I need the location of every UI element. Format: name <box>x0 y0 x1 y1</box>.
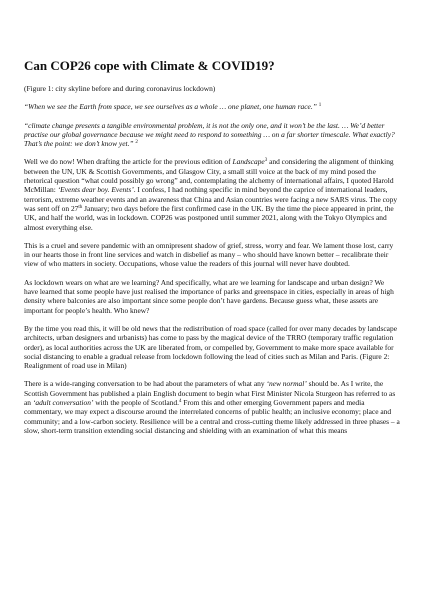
para5-text-a: There is a wide-ranging conversation to be had about the parameters of what any <box>24 379 267 389</box>
new-normal-quote: ‘new normal’ <box>266 379 307 389</box>
paragraph-cruel-pandemic: This is a cruel and severe pandemic with an omnipresent shadow of grief, stress, worry and fear. We lament those lost, carry in our hearts those in front line services and watch in disbelief as many – who should have known better – recalibrate their view of who matters in society. Occupations, whose value the readers of this journal will never have doubted. <box>24 240 394 269</box>
paragraph-road-space: By the time you read this, it will be old news that the redistribution of road space (called for over many decades by landscape architects, urban designers and urbanists) has come to pass by the magical device of the TRRO (temporary traffic regulation order), as local authorities across the UK are liberated from, or compelled by, Government to make more space available for social distancing to enable a gradual release from lockdown following the lead of cities such as Milan and Paris. (Figure 2: Realignment of road use in Milan) <box>24 323 398 371</box>
footnote-ref-1: 1 <box>318 103 322 109</box>
article-title: Can COP26 cope with Climate & COVID19? <box>24 58 275 73</box>
quote-earth-from-space <box>24 102 400 111</box>
footnote-ref-3: 3 <box>264 158 268 164</box>
para5-text-b: should be. As I write, the Scottish Government has published a plain English document to begin what First Minister Nicola Sturgeon has referred to as an <box>24 379 396 408</box>
events-quote: ‘Events dear boy. Events’ <box>57 185 134 195</box>
para5-text-c: with the people of Scotland. <box>93 398 179 408</box>
para1-text-c: . I confess, I had nothing specific in mind beyond the caprice of international leaders, terrorism, extreme weather events and an awareness that China and Asian countries were facing a new SARS virus. The copy was sent off on 27 <box>24 185 398 213</box>
figure-1-caption: (Figure 1: city skyline before and during coronavirus lockdown) <box>24 84 216 93</box>
para1-text-d: January; two days before the first confirmed case in the UK. By the time the piece appeared in print, the UK, and half the world, was in lockdown. COP26 was postponed until summer 2021, along with the Tokyo Olympics and almost everything else. <box>24 203 394 232</box>
para1-text-a: Well we do now! When drafting the article for the previous edition of <box>24 157 233 167</box>
ordinal-suffix: th <box>78 204 83 210</box>
paragraph-new-normal <box>24 379 400 435</box>
landscape-journal-title: Landscape <box>232 157 265 167</box>
quote-1-text: “When we see the Earth from space, we see ourselves as a whole … one planet, one human race.” <box>24 102 317 112</box>
footnote-ref-2: 2 <box>135 140 138 146</box>
paragraph-well-we-do-now <box>24 157 400 231</box>
quote-2-text: “climate change presents a tangible environmental problem, it is not the only one, and it won’t be the last. … We’d better practise our global governance because we might need to respond to something … on a far shorter timescale. What exactly? That’s the point: we don’t know yet.” <box>24 120 395 149</box>
footnote-ref-4: 4 <box>178 399 182 405</box>
paragraph-lockdown-learning: As lockdown wears on what are we learning? And specifically, what are we learning for landscape and urban design? We have learned that some people have just realised the importance of parks and greenspace in cities, especially in areas of high density where balconies are also important since some people don’t have gardens. Because guess what, these assets are important for people’s health. Who knew? <box>24 277 394 315</box>
para5-text-d: From this and other emerging Government papers and media commentary, we may expect a discourse around the interrelated concerns of public health; an inclusive economy; place and community; and a low-carbon society. Resilience will be a central and cross-cutting theme likely addressed in three phases – a slow, short-term transition extending social distancing and shielding with an examination of what this means <box>24 398 400 435</box>
para1-text-b: and considering the alignment of thinking between the UN, UK & Scottish Governments, and Glasgow City, a small still voice at the back of my mind posed the rhetorical question “what could possibly go wrong” and, contemplating the alchemy of international affairs, I quoted Harold McMillan: <box>24 157 394 195</box>
quote-climate-change <box>24 121 400 149</box>
adult-conversation-quote: ‘adult conversation’ <box>32 398 94 408</box>
